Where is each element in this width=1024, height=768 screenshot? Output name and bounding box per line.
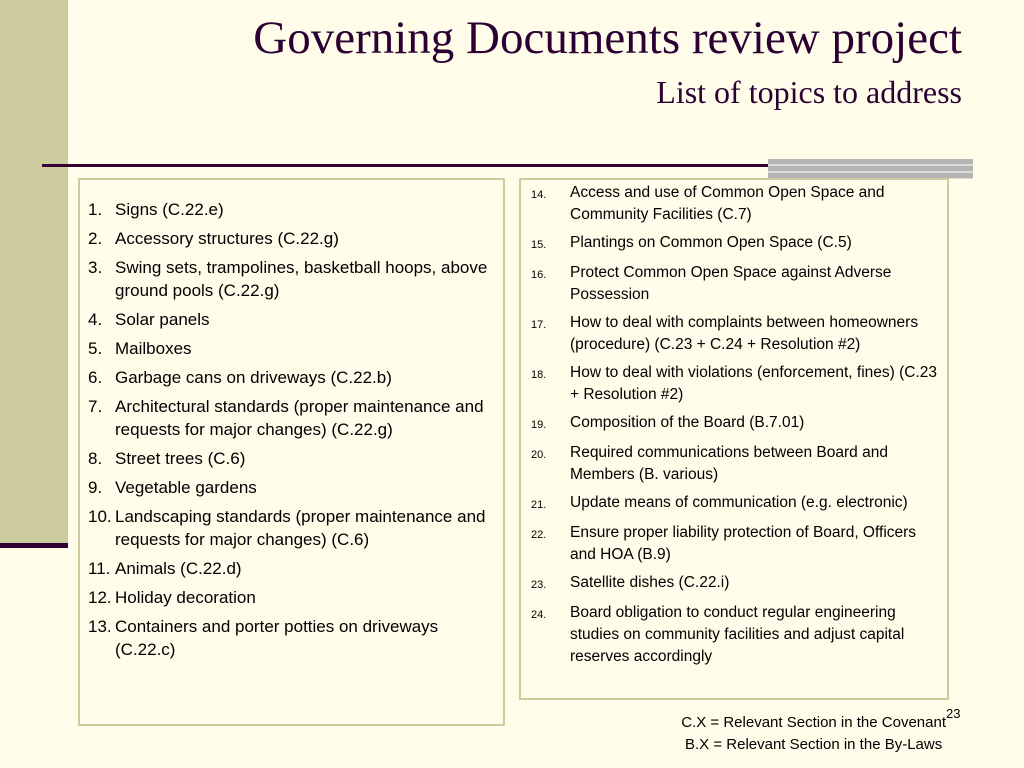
list-item-number: 21. [531,499,547,511]
list-item [88,447,493,470]
list-item [88,337,493,360]
list-item-text: Protect Common Open Space against Adverse Possession [570,264,892,303]
list-item-number: 12. [88,588,112,607]
page-number: 23 [946,706,961,721]
list-item-text: Plantings on Common Open Space (C.5) [570,234,852,251]
list-item [88,308,493,331]
list-item [88,557,493,580]
list-item-text: Animals (C.22.d) [115,559,242,578]
list-item [531,442,939,486]
list-item-number: 9. [88,478,103,497]
list-item [531,412,939,436]
list-item-text: Access and use of Common Open Space and Community Facilities (C.7) [570,184,885,223]
list-item [531,262,939,306]
left-topic-panel [78,178,505,726]
slide-subtitle: List of topics to address [656,74,962,110]
list-item-number: 23. [531,579,547,591]
list-item-text: Landscaping standards (proper maintenance and requests for major changes) (C.6) [115,507,486,549]
list-item-text: Architectural standards (proper maintenance and requests for major changes) (C.22.g) [115,397,484,439]
list-item-number: 11. [88,559,111,578]
list-item-number: 20. [531,449,547,461]
list-item-number: 10. [88,507,112,526]
list-item-number: 2. [88,229,103,248]
list-item-text: Vegetable gardens [115,478,257,497]
legend-bylaws: B.X = Relevant Section in the By-Laws [685,736,943,753]
legend [681,712,946,756]
list-item-number: 3. [88,258,103,277]
list-item-number: 19. [531,419,547,431]
list-item-number: 14. [531,189,547,201]
list-item-number: 22. [531,529,547,541]
list-item [531,182,939,226]
list-item-text: How to deal with violations (enforcement, fines) (C.23 + Resolution #2) [570,364,937,403]
list-item-text: Accessory structures (C.22.g) [115,229,339,248]
list-item [88,505,493,551]
list-item-text: Swing sets, trampolines, basketball hoops, above ground pools (C.22.g) [115,258,488,300]
list-item [88,198,493,221]
list-item [531,572,939,596]
list-item-number: 15. [531,239,547,251]
list-item-number: 7. [88,397,103,416]
legend-covenant: C.X = Relevant Section in the Covenant [681,714,946,731]
list-item-number: 16. [531,269,547,281]
list-item-text: Required communications between Board and Members (B. various) [570,444,888,483]
list-item-text: Update means of communication (e.g. electronic) [570,494,908,511]
list-item [531,312,939,356]
list-item-text: Satellite dishes (C.22.i) [570,574,730,591]
list-item [88,615,493,661]
list-item-number: 8. [88,449,103,468]
right-topic-panel [519,178,949,700]
list-item-text: Composition of the Board (B.7.01) [570,414,805,431]
list-item-number: 17. [531,319,547,331]
left-topic-list [88,198,493,661]
list-item [531,362,939,406]
list-item-number: 4. [88,310,103,329]
list-item [88,366,493,389]
sidebar-rule [0,543,68,548]
list-item [531,492,939,516]
list-item [531,232,939,256]
list-item [88,476,493,499]
list-item-text: Board obligation to conduct regular engineering studies on community facilities and adjust capital reserves accordingly [570,604,905,665]
list-item-text: Street trees (C.6) [115,449,246,468]
slide-title: Governing Documents review project [253,12,962,64]
list-item-text: Garbage cans on driveways (C.22.b) [115,368,392,387]
list-item-text: Mailboxes [115,339,192,358]
list-item [88,256,493,302]
sidebar-decoration [0,0,68,545]
list-item-number: 18. [531,369,547,381]
list-item-text: Containers and porter potties on driveways (C.22.c) [115,617,439,659]
list-item [531,522,939,566]
list-item [88,586,493,609]
list-item-number: 6. [88,368,103,387]
list-item-number: 24. [531,609,547,621]
list-item-text: Holiday decoration [115,588,256,607]
list-item-text: Ensure proper liability protection of Board, Officers and HOA (B.9) [570,524,917,563]
list-item [88,227,493,250]
list-item [531,602,939,668]
header-accent-block [768,159,973,179]
list-item-text: Signs (C.22.e) [115,200,224,219]
list-item-text: Solar panels [115,310,210,329]
list-item-number: 5. [88,339,103,358]
right-topic-list [531,182,939,668]
list-item-text: How to deal with complaints between homeowners (procedure) (C.23 + C.24 + Resolution #2) [570,314,919,353]
list-item-number: 1. [88,200,103,219]
list-item-number: 13. [88,617,112,636]
list-item [88,395,493,441]
